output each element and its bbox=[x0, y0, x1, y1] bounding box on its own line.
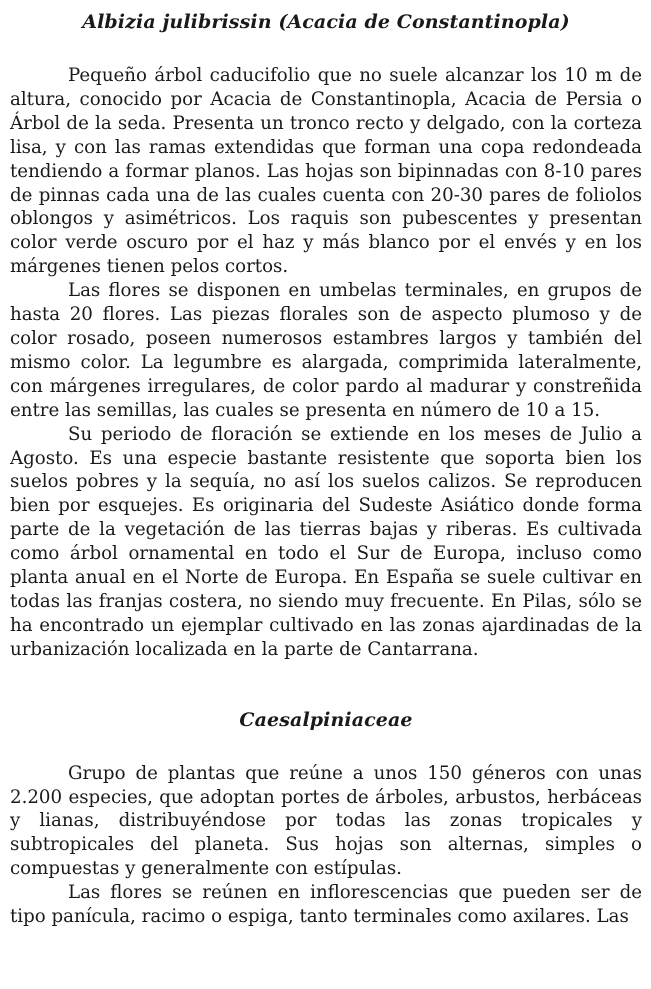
paragraph: Grupo de plantas que reúne a unos 150 géneros con unas 2.200 especies, que adoptan portes de árboles, arbustos, herbáceas y lianas, distribuyéndose por todas las zonas tropicales y subtropicales del planeta. Sus hojas son alternas, simples o compuestas y generalmente con estípulas. bbox=[10, 762, 642, 880]
species-description bbox=[10, 64, 642, 662]
document-page bbox=[10, 0, 642, 929]
paragraph: Su periodo de floración se extiende en los meses de Julio a Agosto. Es una especie bastante resistente que soporta bien los suelos pobres y la sequía, no así los suelos calizos. Se reproducen bien por esquejes. Es originaria del Sudeste Asiático donde forma parte de la vegetación de las tierras bajas y riberas. Es cultivada como árbol ornamental en todo el Sur de Europa, incluso como planta anual en el Norte de Europa. En España se suele cultivar en todas las franjas costera, no siendo muy frecuente. En Pilas, sólo se ha encontrado un ejemplar cultivado en las zonas ajardinadas de la urbanización localizada en la parte de Cantarrana. bbox=[10, 423, 642, 660]
paragraph: Las flores se disponen en umbelas terminales, en grupos de hasta 20 flores. Las piezas florales son de aspecto plumoso y de color rosado, poseen numerosos estambres largos y también del mismo color. La legumbre es alargada, comprimida lateralmente, con márgenes irregulares, de color pardo al madurar y constreñida entre las semillas, las cuales se presenta en número de 10 a 15. bbox=[10, 280, 642, 421]
species-title: Albizia julibrissin (Acacia de Constantinopla) bbox=[82, 11, 570, 33]
paragraph: Pequeño árbol caducifolio que no suele alcanzar los 10 m de altura, conocido por Acacia de Constantinopla, Acacia de Persia o Árbol de la seda. Presenta un tronco recto y delgado, con la corteza lisa, y con las ramas extendidas que forman una copa redondeada tendiendo a formar planos. Las hojas son bipinnadas con 8-10 pares de pinnas cada una de las cuales cuenta con 20-30 pares de foliolos oblongos y asimétricos. Los raquis son pubescentes y presentan color verde oscuro por el haz y más blanco por el envés y en los márgenes tienen pelos cortos. bbox=[10, 65, 642, 278]
paragraph: Las flores se reúnen en inflorescencias que pueden ser de tipo panícula, racimo o espiga, tanto terminales como axilares. Las bbox=[10, 882, 642, 928]
family-heading: Caesalpiniaceae bbox=[239, 708, 413, 731]
family-description bbox=[10, 762, 642, 929]
